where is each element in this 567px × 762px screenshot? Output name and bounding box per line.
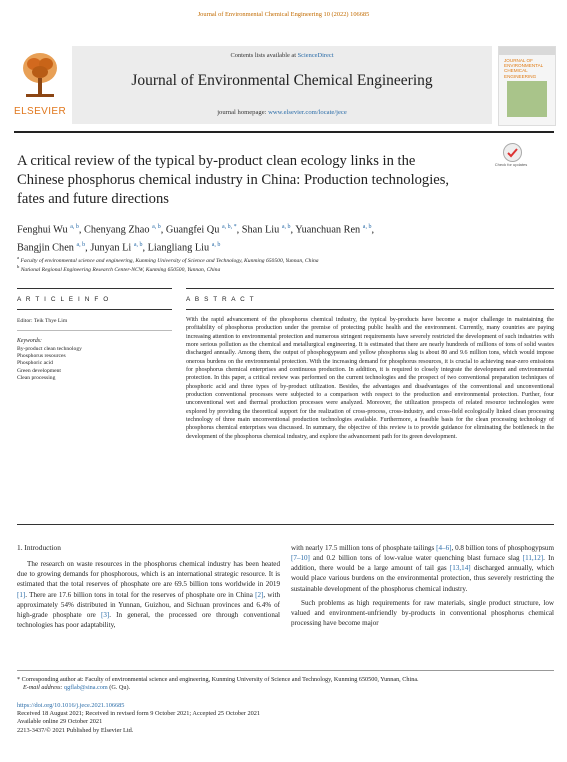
contents-line [72, 52, 492, 59]
journal-title[interactable]: Journal of Environmental Chemical Engineering [131, 72, 433, 89]
journal-reference[interactable]: Journal of Environmental Chemical Engineering 10 (2022) 106685 [197, 11, 370, 18]
author-sup[interactable]: a, b, * [221, 224, 237, 230]
citation-link[interactable]: [1] [17, 590, 26, 599]
abstract-rule-top [186, 288, 554, 289]
author-sup[interactable]: a, b [70, 224, 79, 230]
keyword: By-product clean technology [17, 346, 82, 352]
author-name[interactable]: Liangliang Liu [147, 242, 210, 254]
body-column-right [291, 543, 554, 628]
author-name[interactable]: Yuanchuan Ren [295, 224, 361, 236]
publisher-name: ELSEVIER [14, 106, 67, 117]
body-paragraph [291, 543, 554, 594]
abstract-rule [186, 309, 554, 310]
affiliation-text: National Regional Engineering Research Center-NCW, Kunming 650500, Yunnan, China [20, 266, 221, 273]
article-info-rule [17, 309, 172, 310]
body-text: , with approximately 54% distributed in Yunnan, Guizhou, and Sichuan provinces and 6.4% of high-grade phosphate ore [17, 590, 280, 619]
keyword: Phosphorus resources [17, 353, 66, 360]
affiliation-text: Faculty of environmental science and engineering, Kunming University of Science and Technology, Kunming 650500, Yunnan, China [20, 257, 319, 264]
received-dates: Received 18 August 2021; Received in revised form 9 October 2021; Accepted 25 October 2021 [17, 710, 261, 718]
citation-link[interactable]: [2] [255, 590, 264, 599]
email-line [17, 684, 557, 692]
body-column-left [17, 543, 280, 630]
body-text: , 0.8 billion tons of phosphogypsum [451, 544, 554, 552]
citation-link[interactable]: [11,12] [522, 554, 544, 563]
keyword: Phosphoric acid [17, 360, 53, 367]
article-info-heading: A R T I C L E I N F O [17, 296, 110, 303]
title-line: A critical review of the typical by-product clean ecology links in the [17, 153, 416, 169]
author-name[interactable]: Shan Liu [241, 224, 280, 236]
body-text: . In general, the processed ore through conventional technologies has poor adaptability, [17, 610, 280, 630]
title-line: Chinese phosphorus chemical industry in China: Production technologies, [17, 172, 450, 188]
keyword: Clean processing [17, 374, 56, 381]
abstract-heading: A B S T R A C T [186, 296, 256, 303]
abstract-bottom-rule [17, 524, 554, 525]
body-text: The research on waste resources in the phosphorus chemical industry has been heated due to growing demands for phosphorous, which is an international strategic resource. It is estimated that the total reserves of phosphate ore are 69.5 billion tons worldwide in 2019 [17, 560, 280, 589]
body-paragraph: Such problems as high requirements for raw materials, single product structure, low valued and environment-unfriendly by-products in conventional phosphorus chemical processing have become major [291, 598, 554, 628]
citation-link[interactable]: [13,14] [449, 564, 471, 573]
article-info-rule-top [17, 288, 172, 289]
author-name[interactable]: Bangjin Chen [17, 242, 74, 254]
author-sup[interactable]: a, b [133, 241, 143, 248]
homepage-line [72, 109, 492, 116]
citation-link[interactable]: [4–6] [436, 544, 452, 552]
contents-prefix: Contents lists available at [230, 52, 298, 59]
email-label: E-mail address: [23, 684, 65, 692]
editor-rule [17, 330, 172, 331]
publication-info [17, 702, 557, 735]
keywords-heading: Keywords: [17, 338, 42, 344]
abstract-text: With the rapid advancement of the phosphorus chemical industry, the typical by-products have become a major challenge in maintaining the profitability of phosphorus production under the premise of protecting public health and the environment. Currently, many countries are paying increasing attention to environmental protection and numerous stringent requirements have severely restricted the development of such industries with more serious pollution as the chemical and metallurgical engineering. It is estimated that there are nearly hundreds of millions of tons of solid wastes discharged annually. Among them, the output of phosphogypsum and yellow phosphorus slag is about 80 and 9.6 million tons, which would impose onerous burdens on the environmental protection. With the increasing demand for phosphorus resources, it is crucial to achieving near-zero emissions for phosphorus chemical enterprises and continuous production. In addition, it is required to closely integrate the development and environmental protection. In this paper, a critical review was performed on the current technologies and the prospect of two conventional preparation techniques of phosphoric acid and three types of by-product utilization. Besides, the advantages and disadvantages of the conventional and unconventional production conventional processes were subjected to a comparison with respect to the production and environmental protection. Further, four unconventional wet and thermal production processes were analyzed. Moreover, the utilization prospects of related resource technologies were explored by providing the theoretical support for the realization of cross-process, cross-industry, and cross-field ecologically linked clean processing technology of three main unconventional production technologies available. Furthermore, a feasible basis for the clean processing technology of phosphorus chemical enterprises was discussed. In summary, the objective of this review is to provide guidance for eliminating the bottleneck in the development of the phosphorus chemical industry, and explore the advancement path for its green development. [186, 317, 554, 440]
affiliation [17, 264, 220, 273]
author-name[interactable]: Junyan Li [90, 242, 132, 254]
available-online: Available online 29 October 2021 [17, 718, 103, 726]
body-text: and 0.2 billion tons of low-value water quenching blast furnace slag [309, 554, 523, 563]
homepage-prefix: journal homepage: [217, 109, 269, 116]
body-text: with nearly 17.5 million tons of phosphate tailings [291, 544, 437, 552]
email-link[interactable]: qgflab@sina.com [64, 684, 108, 692]
masthead [14, 46, 554, 132]
author-sup[interactable]: a, b [362, 224, 372, 230]
check-updates-label: Check for updates [494, 162, 528, 167]
cover-image [507, 81, 547, 117]
sciencedirect-link[interactable]: ScienceDirect [297, 52, 334, 59]
keywords-list [17, 346, 82, 382]
author-sup[interactable]: a, b [211, 241, 221, 248]
editor-line: Editor: Teik Thye Lim [17, 318, 68, 324]
author-list: Fenghui Wu $^{a, b}$, Chenyang Zhao $^{a, b}$, Guangfei Qu $^{a, b, *}$, Shan Liu $^{a, b}$, Yuanchuan Ren $^{a, b}$, Bangjin Chen $^{a, b}$, Junyan Li $^{a, b}$, Liangliang Liu $^{a, b}$ [17, 224, 375, 254]
email-suffix: (G. Qu). [107, 684, 131, 692]
author-sup[interactable]: a, b [76, 241, 86, 248]
section-heading: 1. Introduction [17, 543, 61, 552]
corresponding-author: * Corresponding author at: Faculty of environmental science and engineering, Kunming University of Science and Technology, Kunming 650500, Yunnan, China. [17, 676, 419, 683]
copyright: 2213-3437/© 2021 Published by Elsevier Ltd. [17, 726, 134, 734]
journal-cover-thumbnail[interactable] [498, 46, 556, 126]
author-name[interactable]: Guangfei Qu [165, 224, 220, 236]
cover-text: JOURNAL OF ENVIRONMENTAL CHEMICAL ENGINEERING [504, 58, 544, 79]
elsevier-logo[interactable] [14, 46, 66, 124]
cover-header-bar [499, 47, 555, 55]
citation-link[interactable]: [3] [100, 610, 110, 619]
affiliation [17, 255, 319, 264]
citation-link[interactable]: [7–10] [291, 554, 310, 563]
article-title [17, 152, 487, 209]
homepage-link[interactable]: www.elsevier.com/locate/jece [268, 109, 347, 116]
affiliation-sup: a [17, 255, 20, 260]
author-name[interactable]: Fenghui Wu [17, 224, 68, 236]
author-sup[interactable]: a, b [281, 224, 291, 230]
masthead-rule [14, 131, 554, 133]
body-paragraph [17, 559, 280, 630]
corresponding-footnote [17, 676, 557, 693]
check-updates-icon [503, 143, 522, 162]
keyword: Green development [17, 367, 61, 374]
check-for-updates-badge[interactable] [494, 143, 528, 175]
title-line: fates and future directions [17, 191, 169, 207]
body-text: . There are 17.6 billion tons in total for the reserves of phosphate ore in China [25, 590, 256, 599]
elsevier-tree-icon [20, 50, 60, 100]
doi-link[interactable]: https://doi.org/10.1016/j.jece.2021.106685 [17, 702, 125, 709]
masthead-band [72, 46, 492, 124]
affiliation-sup: b [17, 264, 20, 269]
body-text: discharged annually, which would place various burdens on the environmental protection, thus severely restricting the sustainable development of the phosphorus chemical industry. [291, 564, 554, 593]
body-text: . In addition, there would be a large amount of tail gas [291, 554, 554, 573]
author-sup[interactable]: a, b [152, 224, 161, 230]
author-name[interactable]: Chenyang Zhao [84, 224, 150, 236]
footnote-rule [17, 670, 554, 671]
